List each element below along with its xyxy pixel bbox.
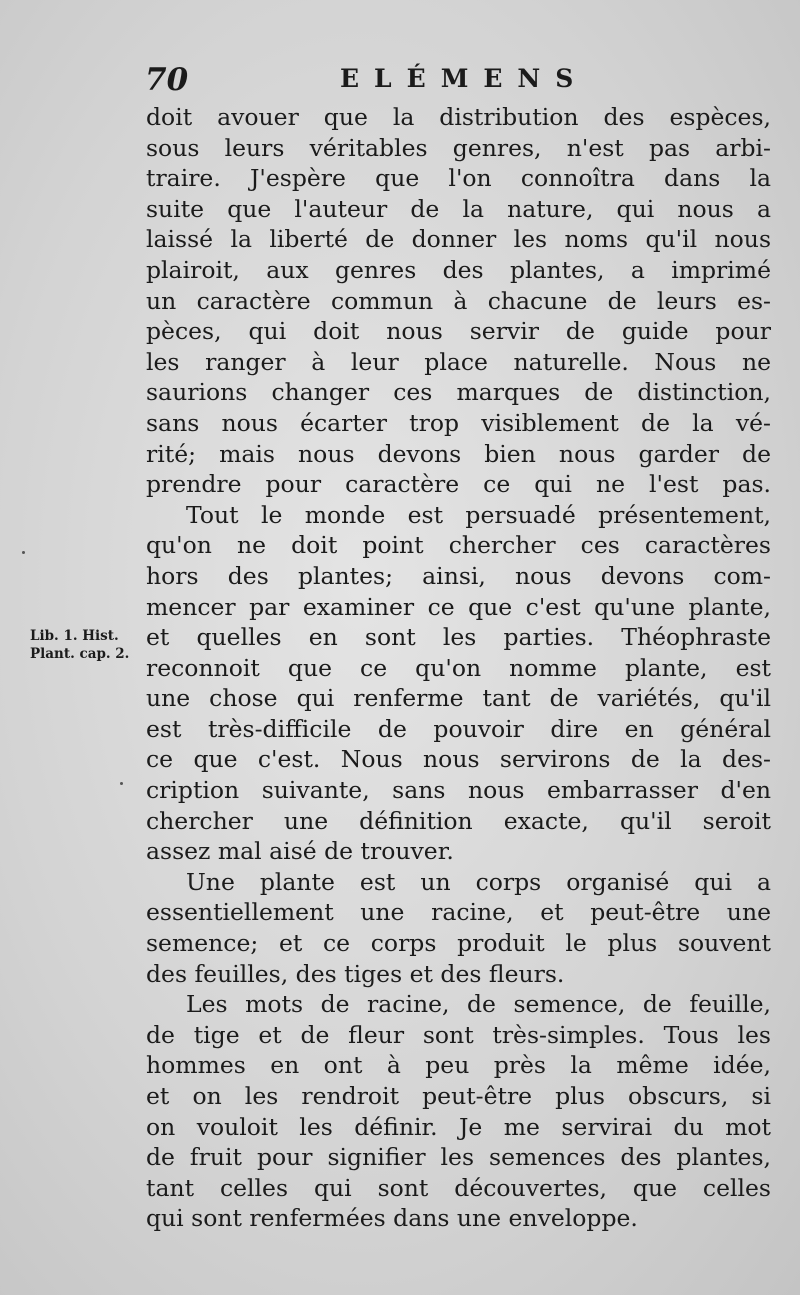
paragraph xyxy=(146,500,771,867)
paper-speck xyxy=(120,782,123,785)
text-line: des feuilles, des tiges et des fleurs. xyxy=(146,959,565,988)
text-line: rité; mais nous devons bien nous garder de xyxy=(146,439,771,468)
text-line: suite que l'auteur de la nature, qui nous a xyxy=(146,194,771,223)
text-line: qui sont renfermées dans une enveloppe. xyxy=(146,1204,638,1233)
text-line: un caractère commun à chacune de leurs es- xyxy=(146,286,771,315)
text-line: reconnoit que ce qu'on nomme plante, est xyxy=(146,653,771,682)
text-line: une chose qui renferme tant de variétés, qu'il xyxy=(146,684,771,713)
text-line: de fruit pour signifier les semences des plantes, xyxy=(146,1143,771,1172)
text-line: hors des plantes; ainsi, nous devons com- xyxy=(146,561,771,590)
text-line: mencer par examiner ce que c'est qu'une plante, xyxy=(146,592,771,621)
text-line: de tige et de fleur sont très-simples. Tous les xyxy=(146,1020,771,1049)
text-line: ce que c'est. Nous nous servirons de la des- xyxy=(146,745,771,774)
text-line: qu'on ne doit point chercher ces caractères xyxy=(146,531,771,560)
text-line: cription suivante, sans nous embarrasser d'en xyxy=(146,776,771,805)
text-line: Tout le monde est persuadé présentement, xyxy=(186,500,771,529)
text-line: pèces, qui doit nous servir de guide pour xyxy=(146,317,771,346)
text-line: prendre pour caractère ce qui ne l'est pas. xyxy=(146,470,771,499)
text-line: et on les rendroit peut-être plus obscurs, si xyxy=(146,1082,771,1110)
paper-speck xyxy=(22,551,25,554)
text-line: hommes en ont à peu près la même idée, xyxy=(146,1051,771,1080)
text-line: essentiellement une racine, et peut-être une xyxy=(146,898,771,927)
text-line: sous leurs véritables genres, n'est pas arbi- xyxy=(146,133,771,162)
margin-note-line: Plant. cap. 2. xyxy=(30,646,130,662)
text-line: et quelles en sont les parties. Théophraste xyxy=(146,623,771,652)
text-line: tant celles qui sont découvertes, que celles xyxy=(146,1173,771,1202)
text-line: traire. J'espère que l'on connoîtra dans la xyxy=(146,164,771,193)
text-line: sans nous écarter trop visiblement de la vé- xyxy=(146,408,771,437)
text-line: Une plante est un corps organisé qui a xyxy=(186,867,771,896)
text-line: semence; et ce corps produit le plus souvent xyxy=(146,929,771,958)
text-line: assez mal aisé de trouver. xyxy=(146,837,454,866)
text-line: les ranger à leur place naturelle. Nous ne xyxy=(146,347,771,376)
text-line: plairoit, aux genres des plantes, a imprimé xyxy=(146,255,771,284)
page-number: 70 xyxy=(145,62,189,98)
running-head: ELÉMENS xyxy=(340,64,589,93)
text-line: on vouloit les définir. Je me servirai du mot xyxy=(146,1112,771,1141)
paragraph xyxy=(146,989,771,1234)
text-line: chercher une définition exacte, qu'il seroit xyxy=(146,806,771,835)
text-line: saurions changer ces marques de distinction, xyxy=(146,378,771,407)
text-line: est très-difficile de pouvoir dire en général xyxy=(146,714,771,743)
body-text xyxy=(146,102,771,1234)
paragraph xyxy=(146,867,771,989)
paragraph xyxy=(146,102,771,500)
margin-note-line: Lib. 1. Hist. xyxy=(30,628,119,644)
text-line: Les mots de racine, de semence, de feuille, xyxy=(186,990,771,1019)
text-line: doit avouer que la distribution des espèces, xyxy=(146,103,771,131)
text-line: laissé la liberté de donner les noms qu'il nous xyxy=(146,225,771,254)
page-header xyxy=(145,62,765,102)
margin-note xyxy=(30,627,142,663)
